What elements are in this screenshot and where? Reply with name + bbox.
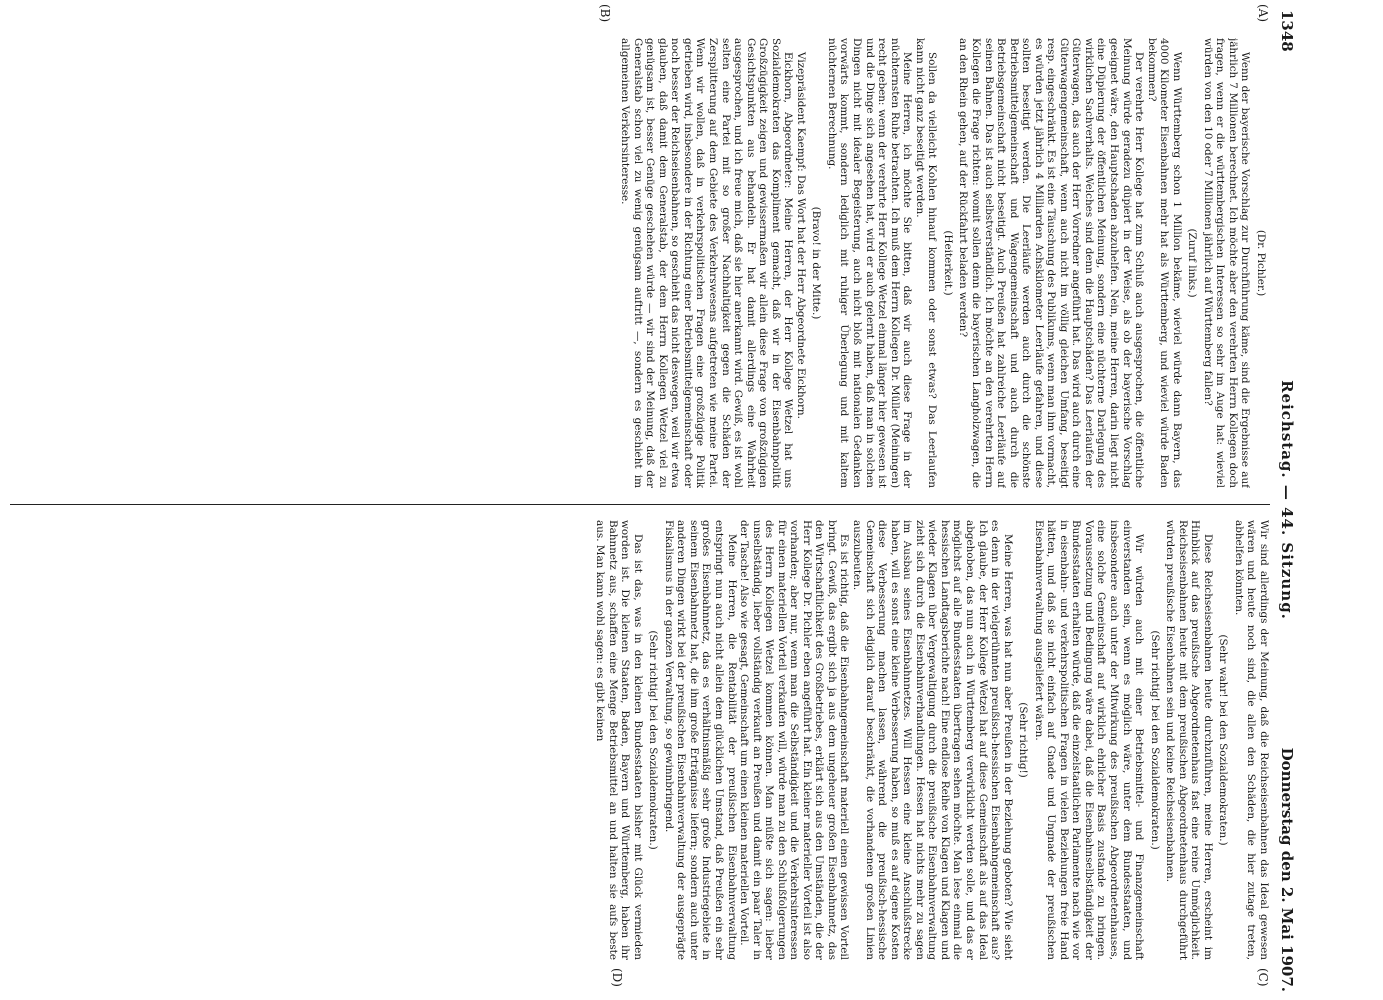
paragraph: Meine Herren, die Rentabilität der preußischen Eisenbahnverwaltung entspringt nun auch nicht allein dem glücklichen Umstand, daß Preußen ein sehr großes Eisenbahnnetz, das es verhältnismäßig sehr große Industriegebiete in seinem Eisenbahnnetz hat, die ihm große Erträgnisse liefern; sondern auch unter anderen Dingen wirkt bei der preußischen Eisenbahnverwaltung der ausgeprägte Fiskalismus in der ganzen Verwaltung, so gewinnbringend. [662,520,738,960]
left-text-column [8,38,1270,488]
paragraph: Wenn Württemberg schon 1 Million bekäme, wieviel würde dann Bayern, das 4000 Kilometer Eisenbahnen mehr hat als Württemberg, und wieviel würde Baden bekommen? [1145,38,1183,488]
page-header [1274,0,1296,1000]
column-divider [10,504,1270,505]
paragraph: Das ist das, was in den kleinen Bundesstaaten bisher mit Glück vermieden worden ist. Die kleinen Staaten, Baden, Bayern und Württemberg, haben ihr Bahnnetz aus, schaffen eine Menge Betriebsmittel an und halten sie aufs beste aus. Man kann wohl sagen: es gibt keinen [594,520,644,960]
interjection: (Sehr wahr! bei den Sozialdemokraten.) [1217,634,1230,846]
interjection: (Bravo! in der Mitte.) [810,206,823,320]
interjection: (Heiterkeit.) [941,230,954,296]
margin-mark-d: (D) [610,968,624,987]
paragraph: Wenn der bayerische Vorschlag zur Durchführung käme, sind die Ergebnisse auf jährlich 7 Millionen berechnet. Ich möchte aber den verehrten Herrn Kollegen doch fragen, wenn er die württembergischen Interessen so sehr im Auge hat: wieviel würden von den 10 oder 7 Millionen jährlich auf Württemberg fallen? [1201,38,1252,488]
paragraph: Wir sind allerdings der Meinung, daß die Reichseisenbahnen das Ideal gewesen wären und heute noch sind, die allen den Schäden, die hier zutage treten, abhelfen könnten. [1232,520,1270,960]
paragraph: Diese Reichseisenbahnen heute durchzuführen, meine Herren, erscheint im Hinblick auf das preußische Abgeordnetenhaus fast eine reine Unmöglichkeit. Reichseisenbahnen heute mit dem preußischen Abgeordnetenhaus durchgeführt würden preußische Eisenbahnen sein und keine Reichseisenbahnen. [1164,520,1214,960]
paragraph: Meine Herren, was hat nun aber Preußen in der Beziehung geboten? Wie sieht es denn in der vielgerühmten preußisch-hessischen Eisenbahngemeinschaft aus? Ich glaube, der Herr Kollege Wetzel hat auf diese Gemeinschaft als auf das Ideal abgehoben, das nun auch in Württemberg verwirklicht werden solle, und das er möglichst auf alle Bundesstaaten übertragen sehen möchte. Man lese einmal die hessischen Landtagsberichte nach! Eine endlose Reihe von Klagen und Klagen und wieder Klagen über Vergewaltigung durch die preußische Eisenbahnverwaltung zieht sich durch die Eisenbahnverhandlungen. Hessen hat nichts mehr zu sagen im Ausbau seines Eisenbahnnetzes. Will Hessen eine kleine Anschlußstrecke haben, will es sonst eine kleine Verbesserung haben, so muß es auf eigene Kosten diese Verbesserung machen lassen, während die preußisch-hessische Gemeinschaft sich lediglich darauf beschränkt, die vorhandenen großen Linien auszubeuten. [851,520,1014,960]
page-date: Donnerstag den 2. Mai 1907. [1278,747,1296,992]
margin-mark-b: (B) [598,4,612,23]
paragraph: Eickhorn, Abgeordneter: Meine Herren, der Herr Kollege Wetzel hat uns Sozialdemokraten das Kompliment gemacht, daß wir in der Eisenbahnpolitik Großzügigkeit zeigen und gewissermaßen wir allein diese Frage von großzügigen Gesichtspunkten aus behandeln. Er hat damit allerdings eine Wahrheit ausgesprochen, und ich freue mich, daß sie hier anerkannt wird. Gewiß, es ist wohl selten eine Partei mit so großer Nachhaltigkeit gegen die Schäden der Zersplitterung auf dem Gebiete des Verkehrswesens aufgetreten wie meine Partei. Wenn wir wollen, daß in verkehrspolitischen Fragen eine großzügige Politik getrieben wird, insbesondere in der Richtung einer Betriebsmittelgemeinschaft oder noch besser der Reichseisenbahnen, so geschieht das nicht deswegen, weil wir etwa glauben, daß damit dem Generalstab, der dem Herrn Kollegen Wetzel viel zu genügsam ist, besser Genüge geschehen würde — wir sind der Meinung, daß der Generalstab schon viel zu wenig genügsam auftritt —, sondern es geschieht im allgemeinen Verkehrsinteresse. [619,38,795,488]
page-number: 1348 [1278,10,1296,52]
interjection: (Zuruf links.) [1186,228,1199,298]
speaker-announcement: Vizepräsident Kaempf: Das Wort hat der Herr Abgeordnete Eickhorn. [794,52,807,419]
paragraph: Der verehrte Herr Kollege hat zum Schluß auch ausgesprochen, die öffentliche Meinung würde geradezu düpiert in der Weise, als ob der bayerische Vorschlag geeignet wäre, den Hauptschaden abzuhelfen. Nein, meine Herren, darin liegt nicht eine Düpierung der öffentlichen Meinung, sondern eine nüchterne Darlegung des wirklichen Sachverhalts. Welches sind denn die Hauptschäden? Das Leerlaufen der Güterwagen, das auch der Herr Vorredner angeführt hat. Das wird auch durch eine Güterwagengemeinschaft, wenn auch nicht im völlig gleichen Umfang, beseitigt resp. eingeschränkt. Es ist eine Täuschung des Publikums, wenn man ihm vormacht, es würden jetzt jährlich 4 Milliarden Achskilometer Leerläufe gefahren, und diese sollten beseitigt werden. Die Leerläufe werden auch durch die schönste Betriebsmittelgemeinschaft und Wagengemeinschaft und auch durch die Betriebsgemeinschaft nicht beseitigt. Auch Preußen hat zahlreiche Leerläufe auf seinen Bahnen. Das ist auch selbstverständlich. Ich möchte an den verehrten Herrn Kollegen die Frage richten: womit sollen denn die bayerischen Langholzwagen, die an den Rhein gehen, auf der Rückfahrt beladen werden? [957,38,1146,488]
right-text-column [8,520,1270,960]
margin-mark-c: (C) [1256,968,1270,987]
page-title: Reichstag. — 44. Sitzung. [1278,380,1296,620]
speaker-reference: (Dr. Pichler.) [1255,229,1267,297]
interjection: (Sehr richtig!) [1017,702,1030,778]
margin-mark-a: (A) [1256,4,1270,23]
paragraph: Sollen da vielleicht Kohlen hinauf kommen oder sonst etwas? Das Leerlaufen kann nicht ganz beseitigt werden. [913,38,939,488]
interjection: (Sehr richtig! bei den Sozialdemokraten.) [647,630,660,850]
paragraph: Wir würden auch mit einer Betriebsmittel- und Finanzgemeinschaft einverstanden sein, wenn es möglich wäre, unter dem Bundesstaaten, und insbesondere auch unter der Mitwirkung des preußischen Abgeordnetenhauses, eine solche Gemeinschaft auf wirklich ehrlicher Basis zustande zu bringen. Voraussetzung und Bedingung wäre dabei, daß die Eisenbahnselbständigkeit der Bundesstaaten erhalten würde, daß die einzelstaatlichen Parlamente nach wie vor in eisenbahn- und verkehrspolitischen Fragen in vielen Beziehungen freie Hand hätten, und daß sie nicht einfach auf Gnade und Ungnade der preußischen Eisenbahnverwaltung ausgeliefert wären. [1032,520,1146,960]
paragraph: Meine Herren, ich möchte Sie bitten, daß wir auch diese Frage in der nüchternsten Ruhe betrachten. Ich muß dem Herrn Kollegen Dr. Müller (Meiningen) recht geben: wenn der verehrte Herr Kollege Wetzel einmal länger hier gewesen ist und die Dinge sich angesehen hat, wird er auch gelernt haben, daß man in solchen Dingen nicht mit idealer Begeisterung, auch nicht bloß mit nationalen Gedanken vorwärts kommt, sondern lediglich mit ruhiger Überlegung und mit kaltem nüchternen Berechnung. [825,38,914,488]
interjection: (Sehr richtig! bei den Sozialdemokraten.) [1148,630,1161,850]
paragraph: Es ist richtig, daß die Eisenbahngemeinschaft materiell einen gewissen Vorteil bringt. Gewiß, das ergibt sich ja aus dem ungeheuer großen Eisenbahnnetz, das den Wirtschaftlichkeit des Großbetriebes, erklärt sich aus den Umständen, die der Herr Kollege Dr. Pichler eben angeführt hat. Ein kleiner materieller Vorteil ist also vorhanden; aber nur, wenn man die Selbständigkeit und die Verkehrsinteressen für einen materiellen Vorteil verkaufen will, würde man zu den Schlußfolgerungen des Herrn Kollegen Wetzel kommen können. Man müßte sich sagen: lieber unselbständig, lieber vollständig verkauft an Preußen und damit ein paar Taler in der Tasche! Also wie gesagt, Gemeinschaft um einen kleinen materiellen Vorteil. [738,520,851,960]
